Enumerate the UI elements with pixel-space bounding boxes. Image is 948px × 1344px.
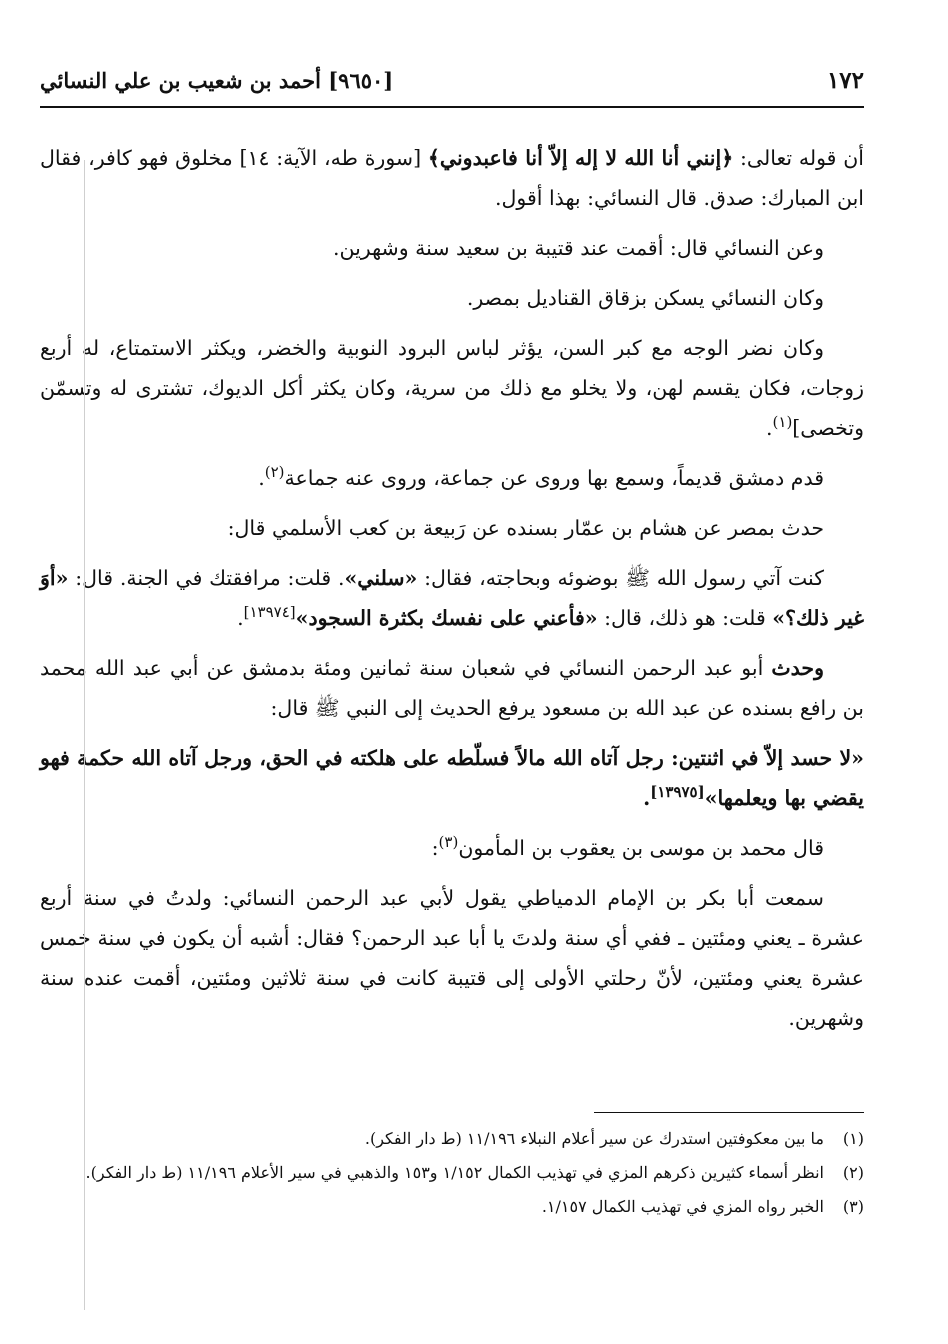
paragraph-5 [40,458,864,498]
hadith-quote: «لا حسد إلاّ في اثنتين: رجل آتاه الله مالاً فسلّطه على هلكته في الحق، ورجل آتاه الله حكمة فهو يقضي بها ويعلمها» [40,746,864,810]
footnote-number: (٣) [842,1197,864,1216]
footnote-text: ما بين معكوفتين استدرك عن سير أعلام النبلاء ١١/١٩٦ (ط دار الفكر). [364,1129,824,1148]
hadith-number: [١٣٩٧٥] [650,783,705,802]
footnote-item [40,1192,864,1222]
page-number: ١٧٢ [826,66,864,94]
entry-keyword: وحدث [771,656,824,680]
main-text [40,138,864,1048]
footnote-item [40,1158,864,1188]
footnote-text: الخبر رواه المزي في تهذيب الكمال ١/١٥٧. [541,1197,824,1216]
paragraph-7 [40,558,864,638]
paragraph-1 [40,138,864,218]
hadith-quote: «فأعني على نفسك بكثرة السجود» [295,606,598,630]
paragraph-3: وكان النسائي يسكن بزقاق القناديل بمصر. [466,286,824,310]
paragraph-2: وعن النسائي قال: أقمت عند قتيبة بن سعيد سنة وشهرين. [332,236,824,260]
text-run: أبو عبد الرحمن النسائي في شعبان سنة ثمانين ومئة بدمشق عن أبي عبد الله محمد بن رافع بسنده عن عبد الله بن مسعود يرفع الحديث إلى النبي ﷺ قال: [40,656,864,720]
footnote-rule [594,1112,864,1113]
text-run: . قلت: مرافقتك في الجنة. قال: [68,566,345,590]
footnote-text: انظر أسماء كثيرين ذكرهم المزي في تهذيب الكمال ١/١٥٢ و١٥٣ والذهبي في سير الأعلام ١١/١٩٦ (ط دار الفكر). [85,1163,824,1182]
text-run: . [258,466,265,490]
hadith-quote: «أوَ غير ذلك؟» [40,566,864,630]
text-run: قلت: هو ذلك، قال: [597,606,773,630]
footnote-ref: (٣) [438,833,459,852]
text-run: قدم دمشق قديماً، وسمع بها وروى عن جماعة، وروى عنه جماعة [284,466,824,490]
text-run: [سورة طه، الآية: ١٤] مخلوق فهو كافر، فقال ابن المبارك: صدق. قال النسائي: بهذا أقول. [40,146,864,210]
scan-edge-line [84,160,85,1310]
footnotes [40,1124,864,1226]
quran-verse: ﴿إنني أنا الله لا إله إلاّ أنا فاعبدوني﴾ [427,146,734,170]
paragraph-6: حدث بمصر عن هشام بن عمّار بسنده عن رَبيعة بن كعب الأسلمي قال: [227,516,824,540]
footnote-number: (١) [842,1129,864,1148]
footnote-ref: (٢) [264,463,285,482]
paragraph-10 [40,828,864,868]
header-rule [40,106,864,108]
footnote-item [40,1124,864,1154]
paragraph-4 [40,328,864,448]
text-run: : [431,836,439,860]
text-run: . [765,416,773,440]
paragraph-9 [40,738,864,818]
book-page [40,0,864,1344]
paragraph-11: سمعت أبا بكر بن الإمام الدمياطي يقول لأبي عبد الرحمن النسائي: ولدتُ في سنة أربع عشرة ـ يعني ومئتين ـ ففي أي سنة ولدتَ يا أبا عبد الرحمن؟ فقال: أشبه أن يكون في سنة خمس عشرة يعني ومئتين، لأنّ رحلتي الأولى إلى قتيبة كانت في سنة ثلاثين ومئتين، أقمت عنده سنة وشهرين. [40,886,864,1030]
paragraph-8 [40,648,864,728]
footnote-number: (٢) [842,1163,864,1182]
text-run: كنت آتي رسول الله ﷺ بوضوئه وبحاجته، فقال: [417,566,824,590]
running-head: [٩٦٥٠] أحمد بن شعيب بن علي النسائي [40,67,394,93]
text-run: . [237,606,244,630]
hadith-quote: «سلني» [344,566,418,590]
text-run: قال محمد بن موسى بن يعقوب بن المأمون [458,836,824,860]
text-run: وكان نضر الوجه مع كبر السن، يؤثر لباس البرود النوبية والخضر، ويكثر الاستمتاع، له أربع زوجات، فكان يقسم لهن، ولا يخلو مع ذلك من سرية، وكان يكثر أكل الديوك، تشترى له وتسمّن وتخصى] [40,336,864,440]
text-run: أن قوله تعالى: [733,146,864,170]
text-run: . [643,786,651,810]
page-header [40,62,864,98]
hadith-number: [١٣٩٧٤] [243,603,296,622]
footnote-ref: (١) [772,413,793,432]
